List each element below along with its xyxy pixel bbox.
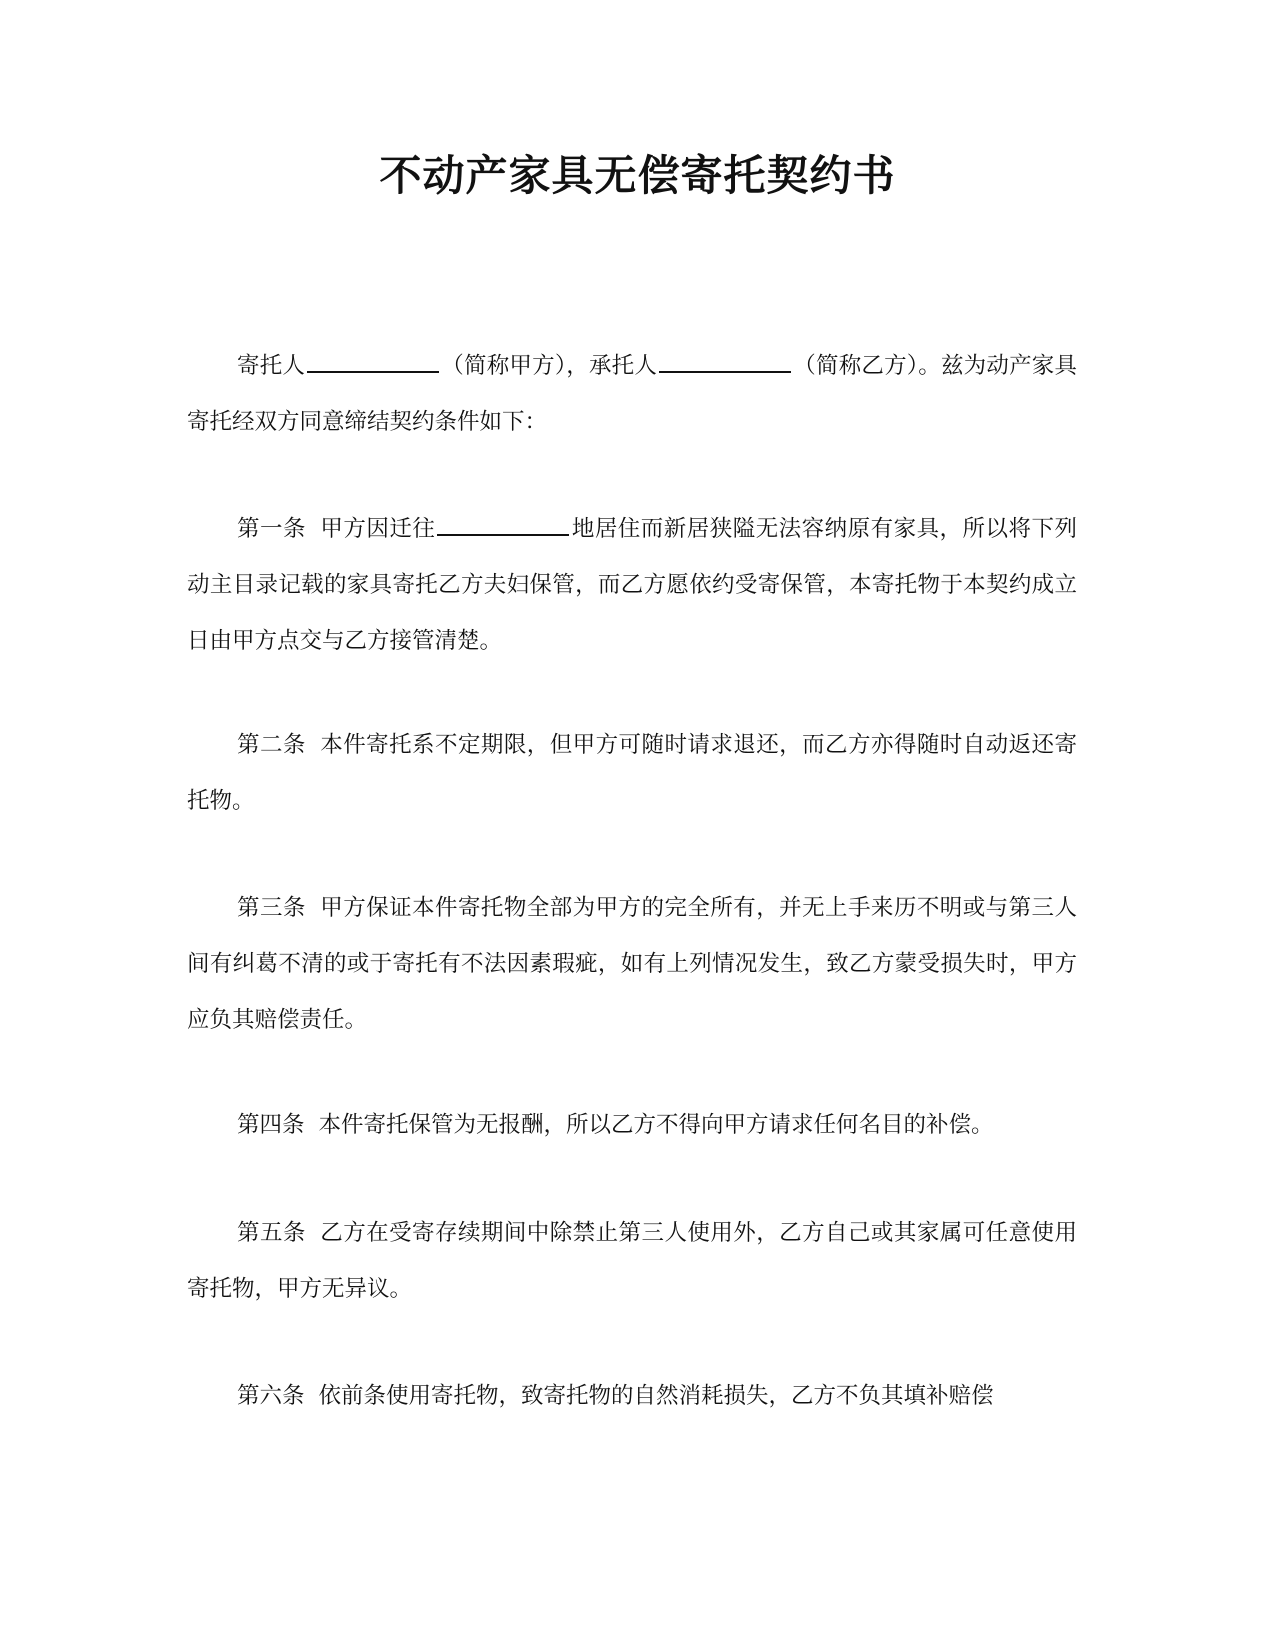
intro-text-1: 寄托人: [237, 353, 306, 379]
intro-text-3: （简称乙方）。兹为动产家具寄托经双方同意缔结契约条件如下：: [187, 353, 1077, 435]
article-1-label: 第一条: [237, 516, 306, 542]
article-6-text: 依前条使用寄托物，致寄托物的自然消耗损失，乙方不负其填补赔偿: [318, 1383, 994, 1409]
article-3-text: 甲方保证本件寄托物全部为甲方的完全所有，并无上手来历不明或与第三人间有纠葛不清的或于寄托有不法因素瑕疵，如有上列情况发生，致乙方蒙受损失时，甲方应负其赔偿责任。: [187, 895, 1077, 1033]
article-1-text-2: 地居住而新居狭隘无法容纳原有家具，所以将下列动主目录记载的家具寄托乙方夫妇保管，而乙方愿依约受寄保管，本寄托物于本契约成立日由甲方点交与乙方接管清楚。: [187, 516, 1077, 654]
fill-blank-custodian: [659, 349, 791, 373]
intro-paragraph: [187, 338, 1077, 450]
intro-text-2: （简称甲方），承托人: [441, 353, 658, 379]
article-4-label: 第四条: [237, 1112, 305, 1138]
fill-blank-depositor: [307, 349, 439, 373]
article-4-paragraph: [187, 1097, 1077, 1153]
article-2-paragraph: [187, 717, 1077, 829]
document-title: 不动产家具无偿寄托契约书: [379, 151, 896, 200]
article-3-label: 第三条: [237, 895, 306, 921]
article-2-text: 本件寄托系不定期限，但甲方可随时请求退还，而乙方亦得随时自动返还寄托物。: [187, 732, 1077, 814]
article-1-text-1: 甲方因迁往: [319, 516, 436, 542]
fill-blank-destination: [437, 512, 569, 536]
article-5-text: 乙方在受寄存续期间中除禁止第三人使用外，乙方自己或其家属可任意使用寄托物，甲方无异议。: [187, 1220, 1077, 1302]
article-3-paragraph: [187, 880, 1077, 1048]
article-6-label: 第六条: [237, 1383, 305, 1409]
article-6-paragraph: [187, 1368, 1077, 1424]
article-5-label: 第五条: [237, 1220, 306, 1246]
article-2-label: 第二条: [237, 732, 306, 758]
article-1-paragraph: [187, 501, 1077, 669]
article-5-paragraph: [187, 1205, 1077, 1317]
article-4-text: 本件寄托保管为无报酬，所以乙方不得向甲方请求任何名目的补偿。: [318, 1112, 994, 1138]
